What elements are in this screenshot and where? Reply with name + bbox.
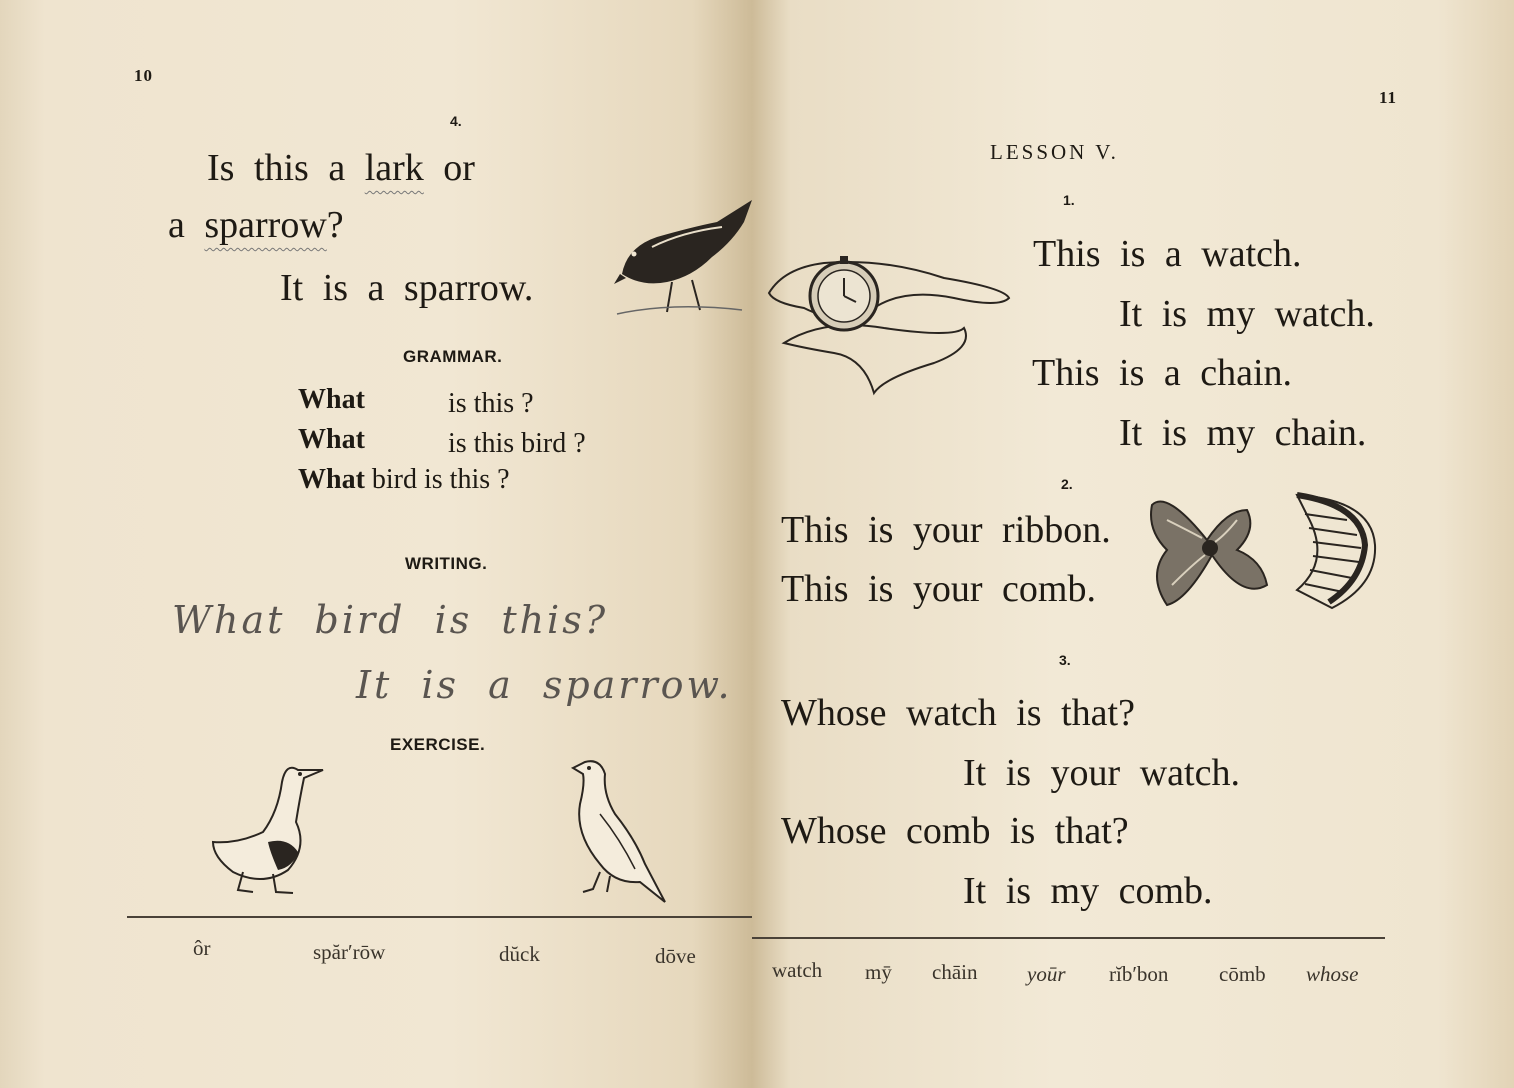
- section-3-line-4: It is my comb.: [963, 870, 1213, 912]
- footer-rule-left: [127, 916, 752, 918]
- section-1-line-3: This is a chain.: [1032, 352, 1293, 394]
- writing-line-2: It is a sparrow.: [356, 663, 733, 707]
- section-3-number: 3.: [1059, 652, 1071, 668]
- grammar-heading: GRAMMAR.: [403, 347, 503, 366]
- lesson-title: LESSON V.: [990, 140, 1119, 164]
- footer-rule-right: [752, 937, 1385, 939]
- vocab-or: ôr: [193, 936, 211, 960]
- dove-illustration: [565, 754, 675, 909]
- section-1-number: 1.: [1063, 192, 1075, 208]
- section-2-number: 2.: [1061, 476, 1073, 492]
- section-number: 4.: [450, 113, 462, 129]
- section-3-line-3: Whose comb is that?: [781, 810, 1129, 852]
- writing-line-1: What bird is this?: [172, 598, 609, 642]
- vocab-ribbon: rĭb′bon: [1109, 962, 1169, 986]
- grammar-row-3: What bird is this ?: [298, 464, 510, 495]
- section-1-line-2: It is my watch.: [1119, 293, 1375, 335]
- left-page: [0, 0, 752, 1088]
- writing-heading: WRITING.: [405, 554, 488, 573]
- reading-line-3: It is a sparrow.: [280, 267, 534, 309]
- grammar-row-2-rest: is this bird ?: [448, 428, 586, 459]
- section-2-line-2: This is your comb.: [781, 568, 1096, 610]
- ribbon-comb-illustration: [1147, 490, 1379, 615]
- sparrow-illustration: [612, 192, 752, 327]
- exercise-heading: EXERCISE.: [390, 735, 486, 754]
- page-number-left: 10: [134, 66, 153, 85]
- section-3-line-2: It is your watch.: [963, 752, 1240, 794]
- section-2-line-1: This is your ribbon.: [781, 509, 1111, 551]
- vocab-chain: chāin: [932, 960, 978, 984]
- vocab-comb: cōmb: [1219, 962, 1266, 986]
- reading-line-2: a sparrow?: [168, 204, 344, 246]
- section-3-line-1: Whose watch is that?: [781, 692, 1135, 734]
- vocab-your: yoūr: [1027, 962, 1066, 986]
- reading-line-1: Is this a lark or: [207, 147, 475, 189]
- grammar-row-1: What: [298, 384, 365, 415]
- watch-illustration: [764, 248, 1014, 398]
- vocab-whose: whose: [1306, 962, 1359, 986]
- vocab-duck: dŭck: [499, 942, 540, 966]
- section-1-line-1: This is a watch.: [1033, 233, 1302, 275]
- right-page: [752, 0, 1514, 1088]
- section-1-line-4: It is my chain.: [1119, 412, 1367, 454]
- vocab-dove: dōve: [655, 944, 696, 968]
- grammar-row-2: What: [298, 424, 365, 455]
- duck-illustration: [208, 752, 328, 902]
- grammar-row-1-rest: is this ?: [448, 388, 534, 419]
- page-number-right: 11: [1379, 88, 1398, 107]
- vocab-watch: watch: [772, 958, 823, 982]
- vocab-my: mȳ: [865, 960, 892, 984]
- vocab-sparrow: spăr′rōw: [313, 940, 386, 964]
